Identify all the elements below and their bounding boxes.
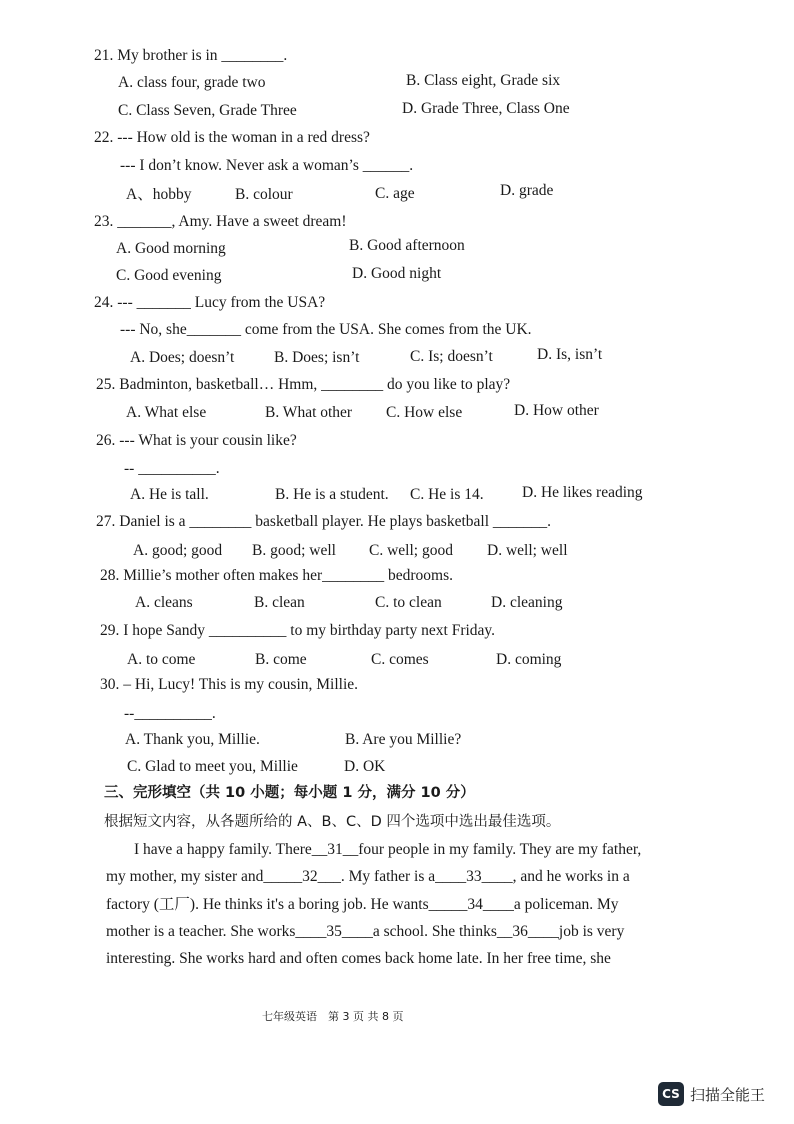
passage-line-4: mother is a teacher. She works____35____a school. She thinks__36____job is very xyxy=(106,923,625,940)
q28-option-a: A. cleans xyxy=(135,594,193,611)
q24-option-a: A. Does; doesn’t xyxy=(130,349,235,366)
q24-option-d: D. Is, isn’t xyxy=(537,346,603,363)
q21-option-d: D. Grade Three, Class One xyxy=(402,100,570,117)
q22-option-c: C. age xyxy=(375,185,415,202)
q22-reply: --- I don’t know. Never ask a woman’s ______. xyxy=(120,157,414,174)
q27-option-c: C. well; good xyxy=(369,542,453,559)
section3-instruction: 根据短文内容，从各题所给的 A、B、C、D 四个选项中选出最佳选项。 xyxy=(104,814,561,830)
passage-line-1: I have a happy family. There__31__four people in my family. They are my father, xyxy=(134,841,642,858)
q27-option-d: D. well; well xyxy=(487,542,568,559)
q28-option-b: B. clean xyxy=(254,594,305,611)
q23-stem: 23. _______, Amy. Have a sweet dream! xyxy=(94,213,347,230)
q25-option-c: C. How else xyxy=(386,404,463,421)
q30-reply: --__________. xyxy=(124,705,216,722)
q23-option-c: C. Good evening xyxy=(116,267,222,284)
q25-option-d: D. How other xyxy=(514,402,599,419)
q22-option-a: A、hobby xyxy=(126,186,192,203)
q22-option-d: D. grade xyxy=(500,182,554,199)
q22-stem: 22. --- How old is the woman in a red dress? xyxy=(94,129,370,146)
q28-stem: 28. Millie’s mother often makes her________ bedrooms. xyxy=(100,567,453,584)
q26-option-d: D. He likes reading xyxy=(522,484,643,501)
q30-option-b: B. Are you Millie? xyxy=(345,731,462,748)
q24-option-c: C. Is; doesn’t xyxy=(410,348,493,365)
q21-option-a: A. class four, grade two xyxy=(118,74,266,91)
q26-option-c: C. He is 14. xyxy=(410,486,484,503)
q21-option-b: B. Class eight, Grade six xyxy=(406,72,561,89)
passage-line-2: my mother, my sister and_____32___. My father is a____33____, and he works in a xyxy=(106,868,630,885)
q25-stem: 25. Badminton, basketball… Hmm, ________ do you like to play? xyxy=(96,376,511,393)
q25-option-a: A. What else xyxy=(126,404,207,421)
q21-option-c: C. Class Seven, Grade Three xyxy=(118,102,297,119)
page-footer: 七年级英语 第 3 页 共 8 页 xyxy=(262,1010,404,1023)
section3-heading: 三、完形填空（共 10 小题；每小题 1 分，满分 10 分） xyxy=(104,785,475,801)
q24-option-b: B. Does; isn’t xyxy=(274,349,360,366)
passage-line-5: interesting. She works hard and often comes back home late. In her free time, she xyxy=(106,950,611,967)
q26-stem: 26. --- What is your cousin like? xyxy=(96,432,297,449)
q24-stem: 24. --- _______ Lucy from the USA? xyxy=(94,294,326,311)
q27-option-b: B. good; well xyxy=(252,542,336,559)
q30-stem: 30. – Hi, Lucy! This is my cousin, Millie. xyxy=(100,676,359,693)
q23-option-d: D. Good night xyxy=(352,265,442,282)
q29-option-a: A. to come xyxy=(127,651,196,668)
watermark-text: 扫描全能王 xyxy=(690,1085,766,1104)
q30-option-c: C. Glad to meet you, Millie xyxy=(127,758,298,775)
q26-option-a: A. He is tall. xyxy=(130,486,209,503)
q30-option-a: A. Thank you, Millie. xyxy=(125,731,260,748)
q28-option-d: D. cleaning xyxy=(491,594,563,611)
q27-stem: 27. Daniel is a ________ basketball player. He plays basketball _______. xyxy=(96,513,552,530)
q28-option-c: C. to clean xyxy=(375,594,442,611)
q26-option-b: B. He is a student. xyxy=(275,486,389,503)
q29-stem: 29. I hope Sandy __________ to my birthday party next Friday. xyxy=(100,622,496,639)
q27-option-a: A. good; good xyxy=(133,542,223,559)
q29-option-b: B. come xyxy=(255,651,307,668)
q22-option-b: B. colour xyxy=(235,186,293,203)
q23-option-b: B. Good afternoon xyxy=(349,237,465,254)
scanner-watermark xyxy=(658,1082,765,1106)
q30-option-d: D. OK xyxy=(344,758,386,775)
q26-reply: -- __________. xyxy=(124,460,220,477)
camscanner-logo-icon: CS xyxy=(658,1082,684,1106)
q29-option-c: C. comes xyxy=(371,651,429,668)
q25-option-b: B. What other xyxy=(265,404,353,421)
q29-option-d: D. coming xyxy=(496,651,562,668)
q24-reply: --- No, she_______ come from the USA. She comes from the UK. xyxy=(120,321,532,338)
q23-option-a: A. Good morning xyxy=(116,240,226,257)
q21-stem: 21. My brother is in ________. xyxy=(94,47,288,64)
passage-line-3: factory (工厂). He thinks it's a boring job. He wants_____34____a policeman. My xyxy=(106,896,619,913)
